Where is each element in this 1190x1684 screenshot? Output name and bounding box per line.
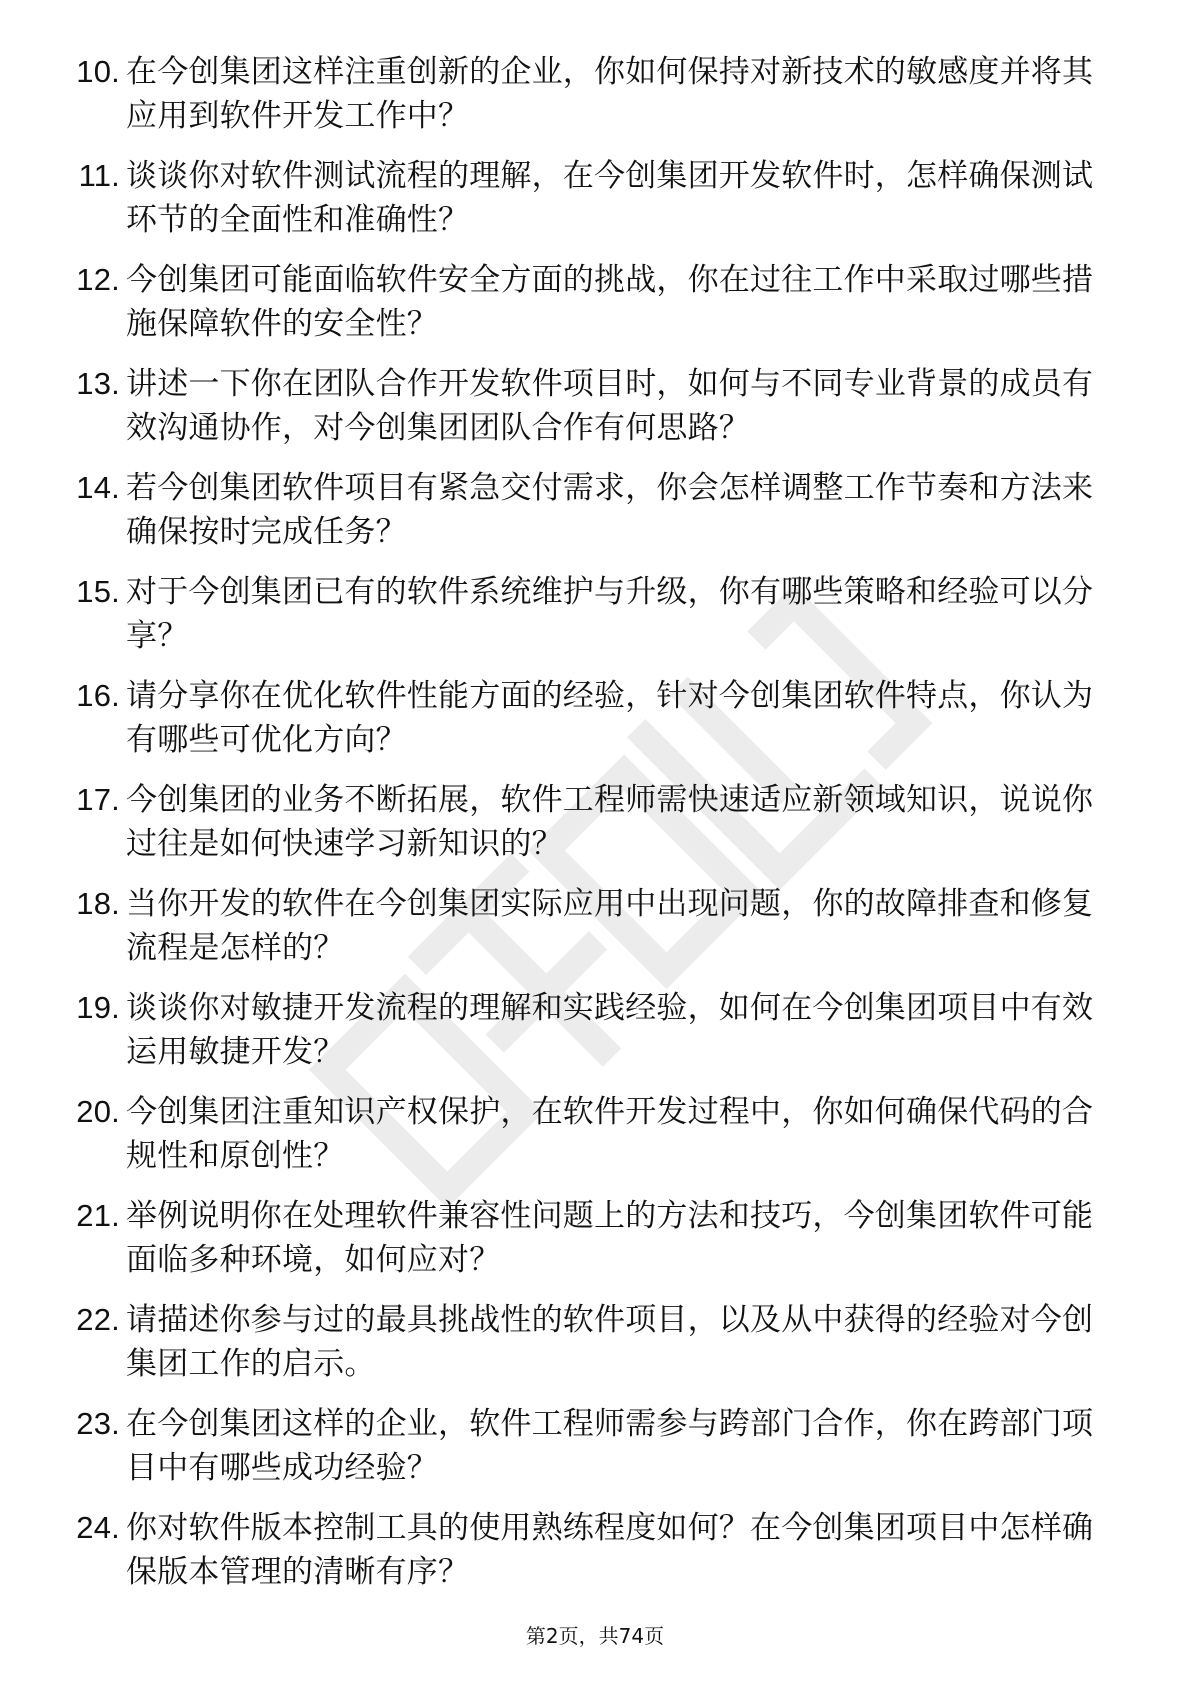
question-list (60, 50, 1120, 1610)
list-item (60, 1506, 1120, 1594)
question-number: 20. (76, 1094, 120, 1129)
question-number: 16. (76, 678, 120, 713)
question-text: 讲述一下你在团队合作开发软件项目时，如何与不同专业背景的成员有效沟通协作，对今创集团团队合作有何思路？ (126, 366, 1094, 446)
question-number: 10. (76, 54, 120, 89)
question-number: 15. (76, 574, 120, 609)
question-text: 你对软件版本控制工具的使用熟练程度如何？在今创集团项目中怎样确保版本管理的清晰有序？ (126, 1510, 1094, 1590)
list-item (60, 1194, 1120, 1282)
list-item (60, 1298, 1120, 1386)
question-text: 在今创集团这样的企业，软件工程师需参与跨部门合作，你在跨部门项目中有哪些成功经验？ (126, 1406, 1094, 1486)
question-number: 24. (76, 1510, 120, 1545)
question-text: 在今创集团这样注重创新的企业，你如何保持对新技术的敏感度并将其应用到软件开发工作中？ (126, 54, 1094, 134)
question-number: 21. (76, 1198, 120, 1233)
question-text: 谈谈你对敏捷开发流程的理解和实践经验，如何在今创集团项目中有效运用敏捷开发？ (126, 990, 1094, 1070)
list-item (60, 674, 1120, 762)
list-item (60, 50, 1120, 138)
question-text: 谈谈你对软件测试流程的理解，在今创集团开发软件时，怎样确保测试环节的全面性和准确性？ (126, 158, 1094, 238)
list-item (60, 154, 1120, 242)
question-number: 23. (76, 1406, 120, 1441)
question-number: 18. (76, 886, 120, 921)
question-text: 今创集团的业务不断拓展，软件工程师需快速适应新领域知识，说说你过往是如何快速学习新知识的？ (126, 782, 1094, 862)
list-item (60, 362, 1120, 450)
list-item (60, 882, 1120, 970)
question-text: 请描述你参与过的最具挑战性的软件项目，以及从中获得的经验对今创集团工作的启示。 (126, 1302, 1094, 1382)
question-text: 今创集团可能面临软件安全方面的挑战，你在过往工作中采取过哪些措施保障软件的安全性？ (126, 262, 1094, 342)
list-item (60, 258, 1120, 346)
question-text: 请分享你在优化软件性能方面的经验，针对今创集团软件特点，你认为有哪些可优化方向？ (126, 678, 1094, 758)
question-text: 若今创集团软件项目有紧急交付需求，你会怎样调整工作节奏和方法来确保按时完成任务？ (126, 470, 1094, 550)
list-item (60, 466, 1120, 554)
question-text: 对于今创集团已有的软件系统维护与升级，你有哪些策略和经验可以分享？ (126, 574, 1094, 654)
list-item (60, 570, 1120, 658)
question-number: 11. (78, 158, 120, 193)
question-number: 19. (76, 990, 120, 1025)
question-text: 当你开发的软件在今创集团实际应用中出现问题，你的故障排查和修复流程是怎样的？ (126, 886, 1094, 966)
question-text: 举例说明你在处理软件兼容性问题上的方法和技巧，今创集团软件可能面临多种环境，如何应对？ (126, 1198, 1094, 1278)
list-item (60, 1090, 1120, 1178)
question-number: 14. (76, 470, 120, 505)
list-item (60, 778, 1120, 866)
question-number: 22. (76, 1302, 120, 1337)
list-item (60, 1402, 1120, 1490)
question-text: 今创集团注重知识产权保护，在软件开发过程中，你如何确保代码的合规性和原创性？ (126, 1094, 1094, 1174)
list-item (60, 986, 1120, 1074)
question-number: 12. (76, 262, 120, 297)
question-number: 13. (76, 366, 120, 401)
question-number: 17. (76, 782, 120, 817)
page-footer: 第2页，共74页 (525, 1624, 665, 1648)
